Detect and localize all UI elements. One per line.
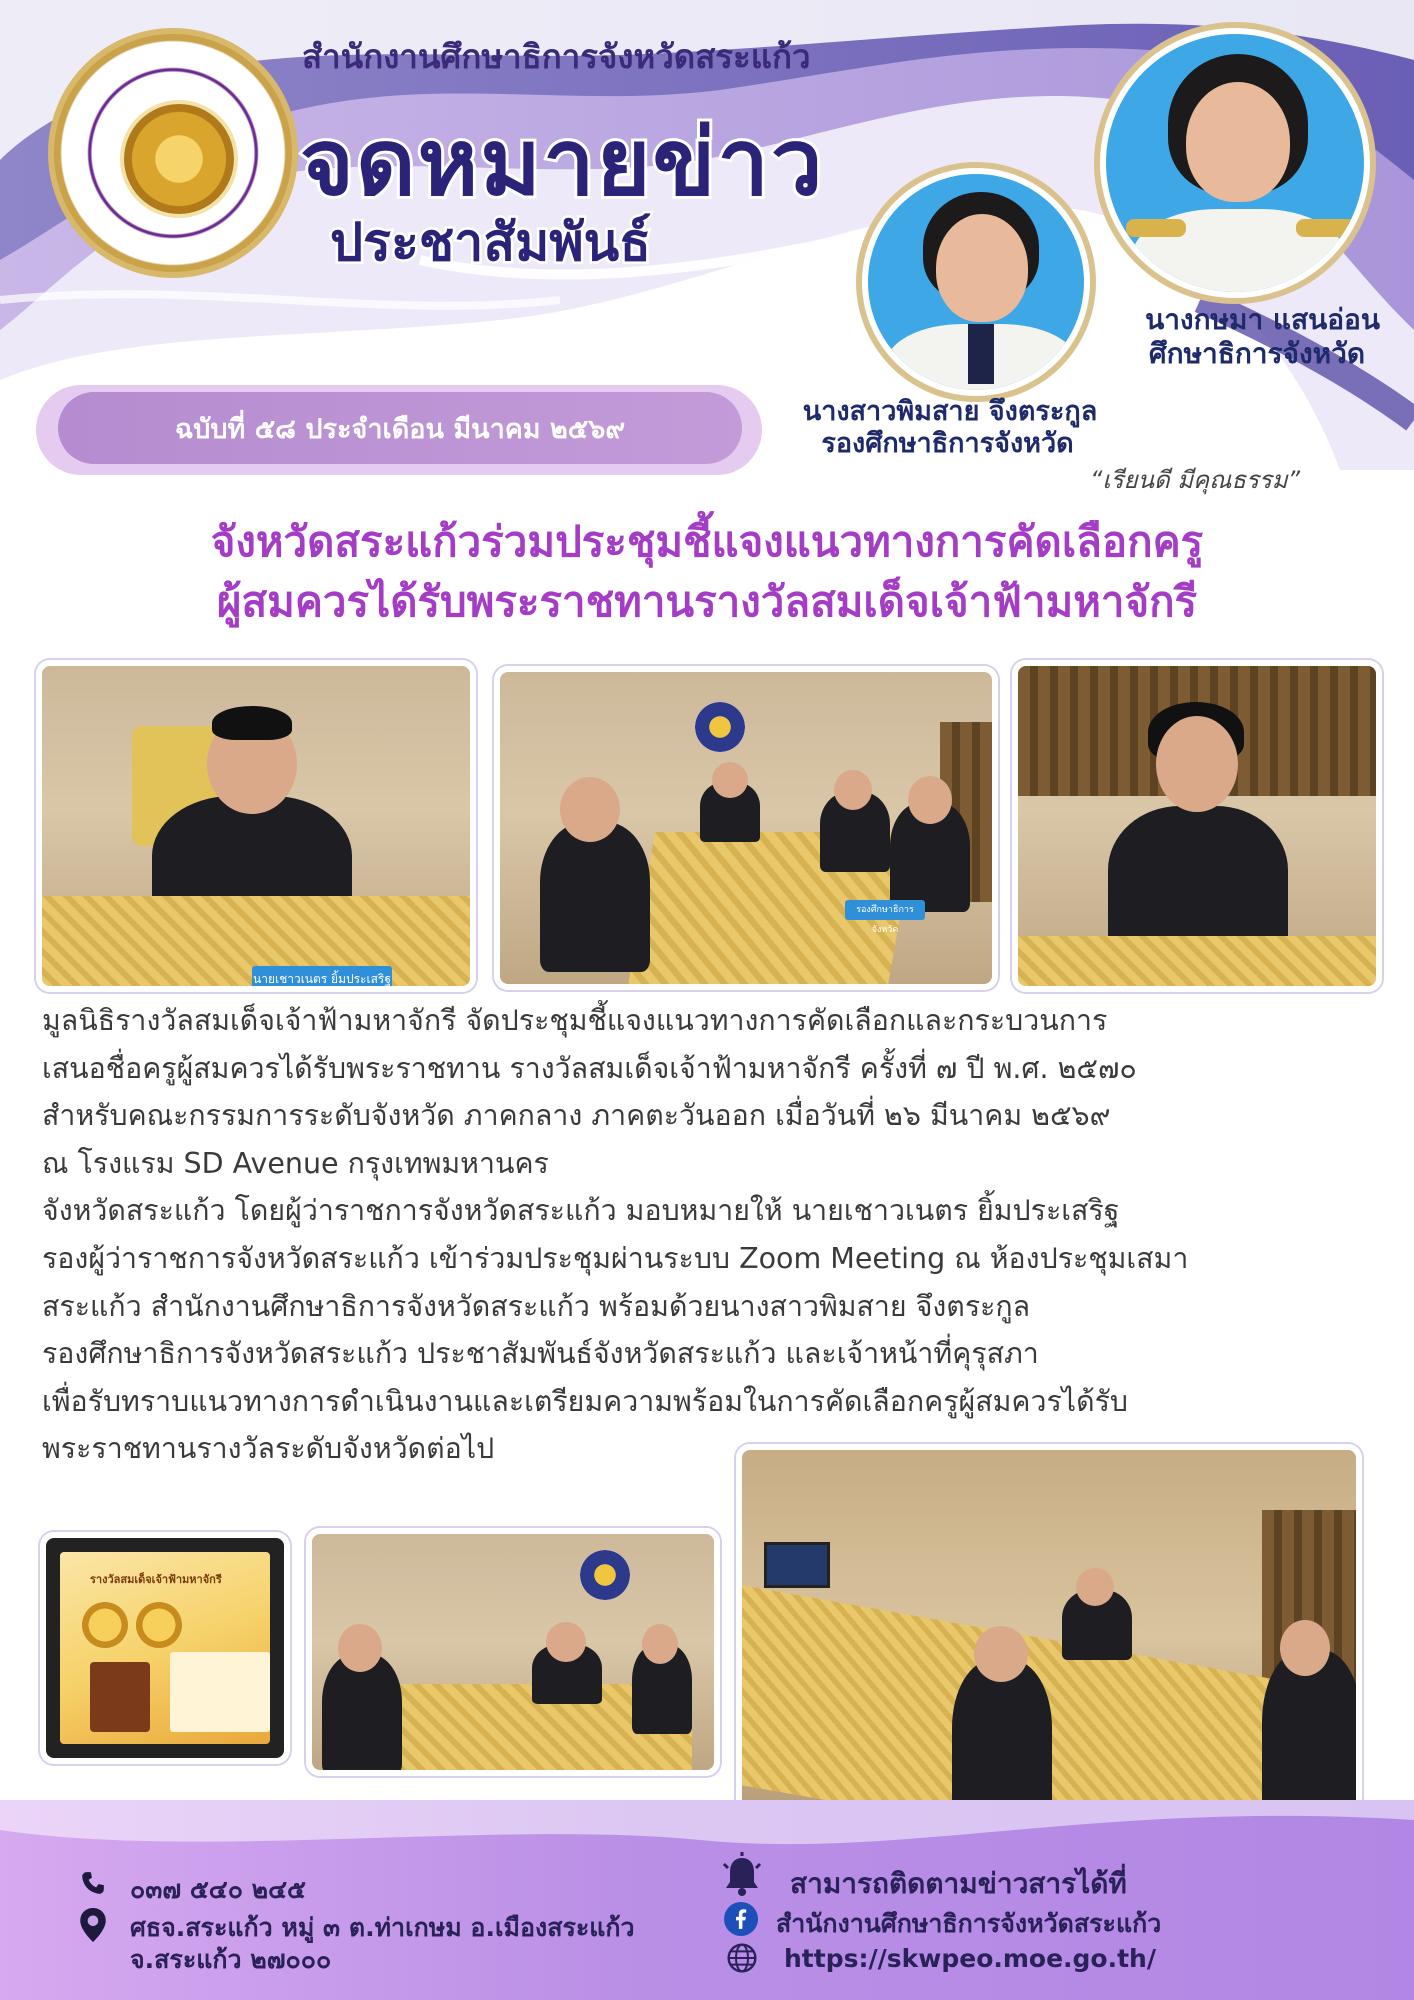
nameplate-deputy-education: รองศึกษาธิการจังหวัด bbox=[845, 900, 925, 920]
location-pin-icon bbox=[80, 1908, 106, 1949]
headline-line-2: ผู้สมควรได้รับพระราชทานรางวัลสมเด็จเจ้าฟ้ามหาจักรี bbox=[216, 576, 1198, 626]
body-line: สระแก้ว สำนักงานศึกษาธิการจังหวัดสระแก้ว พร้อมด้วยนางสาวพิมสาย จึงตระกูล bbox=[42, 1289, 1031, 1323]
person-2-name: นางสาวพิมสาย จึงตระกูล bbox=[802, 396, 1098, 427]
photo-meeting-room-wide bbox=[494, 666, 998, 990]
facebook-icon bbox=[724, 1902, 758, 1943]
body-line: มูลนิธิรางวัลสมเด็จเจ้าฟ้ามหาจักรี จัดประชุมชี้แจงแนวทางการคัดเลือกและกระบวนการ bbox=[42, 1004, 1108, 1037]
footer-facebook-page[interactable]: สำนักงานศึกษาธิการจังหวัดสระแก้ว bbox=[776, 1909, 1162, 1938]
seal-emblem-icon bbox=[124, 104, 234, 214]
nameplate-deputy-governor: นายเชาวเนตร ยิ้มประเสริฐ bbox=[252, 966, 392, 992]
headline-line-1: จังหวัดสระแก้วร่วมประชุมชี้แจงแนวทางการคัดเลือกครู bbox=[210, 517, 1204, 566]
body-line: จังหวัดสระแก้ว โดยผู้ว่าราชการจังหวัดสระแก้ว มอบหมายให้ นายเชาวเนตร ยิ้มประเสริฐ bbox=[42, 1194, 1120, 1228]
person-1-position: ศึกษาธิการจังหวัด bbox=[1148, 337, 1365, 370]
body-line: รองศึกษาธิการจังหวัดสระแก้ว ประชาสัมพันธ์จังหวัดสระแก้ว และเจ้าหน้าที่คุรุสภา bbox=[42, 1337, 1039, 1371]
photo-deputy-governor bbox=[36, 660, 476, 992]
footer-website-link[interactable]: https://skwpeo.moe.go.th/ bbox=[784, 1944, 1156, 1973]
ministry-seal-logo bbox=[48, 28, 298, 278]
body-line: สำหรับคณะกรรมการระดับจังหวัด ภาคกลาง ภาคตะวันออก เมื่อวันที่ ๒๖ มีนาคม ๒๕๖๙ bbox=[42, 1099, 1111, 1133]
photo-meeting-room-side bbox=[736, 1444, 1362, 1826]
body-line: เพื่อรับทราบแนวทางการดำเนินงานและเตรียมความพร้อมในการคัดเลือกครูผู้สมควรได้รับ bbox=[42, 1384, 1129, 1418]
portrait-provincial-education-officer bbox=[1094, 22, 1376, 304]
phone-icon bbox=[80, 1868, 106, 1905]
footer-address-line-2: จ.สระแก้ว ๒๗๐๐๐ bbox=[130, 1945, 332, 1974]
newsletter-subtitle: ประชาสัมพันธ์ bbox=[330, 213, 651, 273]
bell-icon bbox=[718, 1852, 766, 1907]
globe-icon bbox=[726, 1942, 758, 1981]
article-body bbox=[42, 997, 1378, 1473]
body-line: รองผู้ว่าราชการจังหวัดสระแก้ว เข้าร่วมประชุมผ่านระบบ Zoom Meeting ณ ห้องประชุมเสมา bbox=[42, 1241, 1189, 1275]
person-1-name: นางกษมา แสนอ่อน bbox=[1145, 303, 1380, 336]
footer bbox=[0, 1800, 1414, 2000]
newsletter-title: จดหมายข่าว bbox=[300, 109, 825, 216]
portrait-deputy-education-officer bbox=[856, 162, 1096, 402]
photo-presentation-screen bbox=[40, 1532, 290, 1764]
person-2-position: รองศึกษาธิการจังหวัด bbox=[821, 428, 1074, 459]
body-line: เสนอชื่อครูผู้สมควรได้รับพระราชทาน รางวัลสมเด็จเจ้าฟ้ามหาจักรี ครั้งที่ ๗ ปี พ.ศ. ๒๕๗๐ bbox=[42, 1051, 1137, 1085]
news-headline bbox=[0, 512, 1414, 631]
footer-address-line-1: ศธจ.สระแก้ว หมู่ ๓ ต.ท่าเกษม อ.เมืองสระแก้ว bbox=[130, 1913, 635, 1942]
motto: “เรียนดี มีคุณธรรม” bbox=[1090, 466, 1301, 494]
body-line: ณ โรงแรม SD Avenue กรุงเทพมหานคร bbox=[42, 1146, 549, 1180]
office-title: สำนักงานศึกษาธิการจังหวัดสระแก้ว bbox=[302, 37, 811, 76]
body-line: พระราชทานรางวัลระดับจังหวัดต่อไป bbox=[42, 1432, 495, 1466]
footer-phone: ๐๓๗ ๕๔๐ ๒๔๕ bbox=[130, 1875, 306, 1904]
photo-deputy-education-officer bbox=[1012, 660, 1382, 992]
footer-follow-label: สามารถติดตามข่าวสารได้ที่ bbox=[790, 1867, 1127, 1900]
slide-title: รางวัลสมเด็จเจ้าฟ้ามหาจักรี bbox=[90, 1573, 222, 1586]
photo-meeting-front bbox=[306, 1528, 720, 1776]
issue-label: ฉบับที่ ๕๘ ประจำเดือน มีนาคม ๒๕๖๙ bbox=[58, 392, 742, 464]
